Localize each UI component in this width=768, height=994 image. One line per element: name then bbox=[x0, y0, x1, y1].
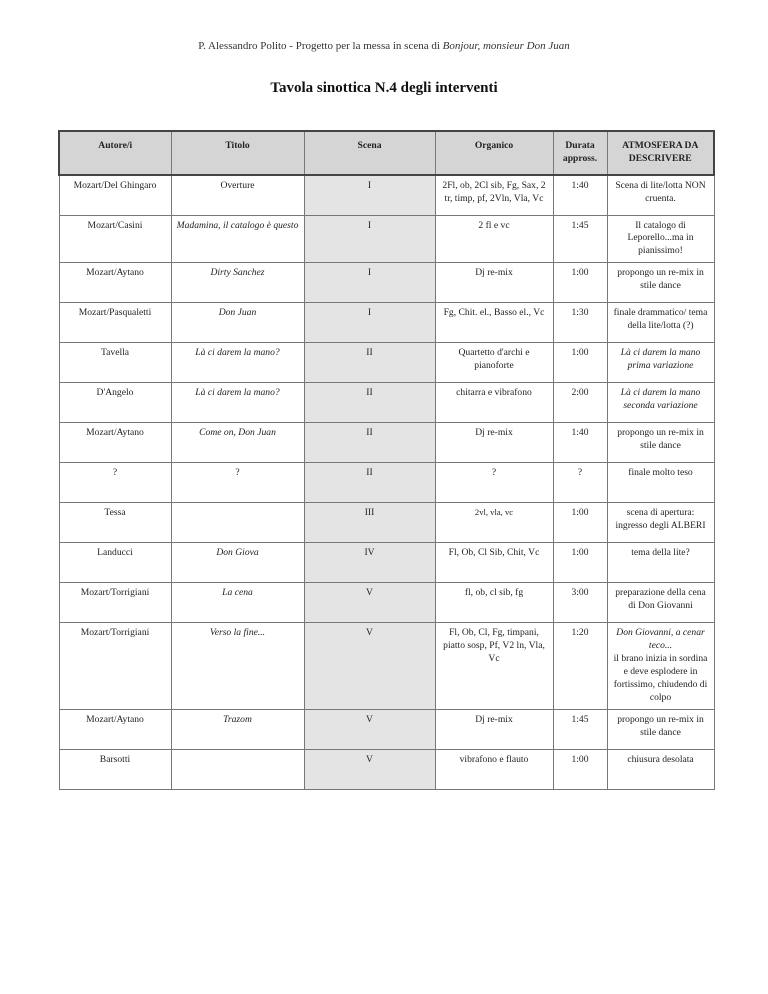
cell-autore: Mozart/Pasqualetti bbox=[59, 303, 171, 343]
column-header-scena: Scena bbox=[304, 131, 435, 175]
cell-autore: Mozart/Aytano bbox=[59, 709, 171, 749]
cell-atmosfera: scena di apertura: ingresso degli ALBERI bbox=[607, 503, 714, 543]
cell-organico: fl, ob, cl sib, fg bbox=[435, 583, 553, 623]
cell-autore: D'Angelo bbox=[59, 383, 171, 423]
header-prefix: P. Alessandro Polito - Progetto per la messa in scena di bbox=[198, 40, 443, 52]
table-row bbox=[59, 215, 714, 263]
cell-scena: V bbox=[304, 583, 435, 623]
cell-titolo bbox=[171, 503, 304, 543]
cell-scena: V bbox=[304, 749, 435, 789]
column-header-durata: Durata appross. bbox=[553, 131, 607, 175]
cell-organico: Dj re-mix bbox=[435, 423, 553, 463]
synoptic-table bbox=[58, 130, 715, 790]
cell-autore: ? bbox=[59, 463, 171, 503]
cell-organico: Fg, Chit. el., Basso el., Vc bbox=[435, 303, 553, 343]
cell-scena: II bbox=[304, 423, 435, 463]
cell-durata: ? bbox=[553, 463, 607, 503]
cell-atmosfera: Il catalogo di Leporello...ma in pianissimo! bbox=[607, 215, 714, 263]
cell-organico: 2Fl, ob, 2Cl sib, Fg, Sax, 2 tr, timp, pf, 2Vln, Vla, Vc bbox=[435, 175, 553, 215]
table-row bbox=[59, 503, 714, 543]
cell-autore: Mozart/Aytano bbox=[59, 263, 171, 303]
column-header-autore: Autore/i bbox=[59, 131, 171, 175]
cell-scena: V bbox=[304, 709, 435, 749]
cell-autore: Mozart/Torrigiani bbox=[59, 623, 171, 710]
cell-durata: 1:45 bbox=[553, 215, 607, 263]
cell-titolo: Là ci darem la mano? bbox=[171, 383, 304, 423]
page-title: Tavola sinottica N.4 degli interventi bbox=[270, 80, 498, 96]
cell-titolo: La cena bbox=[171, 583, 304, 623]
cell-atmosfera: propongo un re-mix in stile dance bbox=[607, 263, 714, 303]
cell-titolo: Don Juan bbox=[171, 303, 304, 343]
table-row bbox=[59, 709, 714, 749]
cell-atmosfera bbox=[607, 623, 714, 710]
page-header bbox=[0, 40, 768, 52]
header-work-title: Bonjour, monsieur Don Juan bbox=[442, 40, 570, 52]
cell-scena: II bbox=[304, 463, 435, 503]
column-header-atmosfera: ATMOSFERA DA DESCRIVERE bbox=[607, 131, 714, 175]
cell-titolo: Madamina, il catalogo è questo bbox=[171, 215, 304, 263]
column-header-titolo: Titolo bbox=[171, 131, 304, 175]
cell-durata: 1:00 bbox=[553, 343, 607, 383]
cell-autore: Mozart/Casini bbox=[59, 215, 171, 263]
table-row bbox=[59, 583, 714, 623]
cell-scena: V bbox=[304, 623, 435, 710]
cell-durata: 1:30 bbox=[553, 303, 607, 343]
cell-atmosfera: Là ci darem la mano seconda variazione bbox=[607, 383, 714, 423]
cell-scena: I bbox=[304, 175, 435, 215]
cell-scena: IV bbox=[304, 543, 435, 583]
cell-organico: ? bbox=[435, 463, 553, 503]
table-row bbox=[59, 175, 714, 215]
cell-organico: 2vl, vla, vc bbox=[435, 503, 553, 543]
table-row bbox=[59, 749, 714, 789]
column-header-organico: Organico bbox=[435, 131, 553, 175]
cell-durata: 1:00 bbox=[553, 263, 607, 303]
cell-titolo: Verso la fine... bbox=[171, 623, 304, 710]
cell-atmosfera: tema della lite? bbox=[607, 543, 714, 583]
cell-scena: III bbox=[304, 503, 435, 543]
cell-autore: Mozart/Del Ghingaro bbox=[59, 175, 171, 215]
cell-scena: I bbox=[304, 263, 435, 303]
table-row bbox=[59, 543, 714, 583]
cell-atmosfera: finale molto teso bbox=[607, 463, 714, 503]
cell-autore: Landucci bbox=[59, 543, 171, 583]
cell-atmosfera: Scena di lite/lotta NON cruenta. bbox=[607, 175, 714, 215]
cell-durata: 1:00 bbox=[553, 503, 607, 543]
cell-autore: Tessa bbox=[59, 503, 171, 543]
cell-durata: 2:00 bbox=[553, 383, 607, 423]
cell-organico: Dj re-mix bbox=[435, 709, 553, 749]
table-row bbox=[59, 383, 714, 423]
table-row bbox=[59, 263, 714, 303]
cell-titolo: Don Giova bbox=[171, 543, 304, 583]
cell-autore: Barsotti bbox=[59, 749, 171, 789]
cell-durata: 1:00 bbox=[553, 749, 607, 789]
table-header-row bbox=[59, 131, 714, 175]
cell-autore: Tavella bbox=[59, 343, 171, 383]
cell-organico: 2 fl e vc bbox=[435, 215, 553, 263]
cell-organico: Fl, Ob, Cl, Fg, timpani, piatto sosp, Pf, V2 ln, Vla, Vc bbox=[435, 623, 553, 710]
cell-durata: 1:40 bbox=[553, 423, 607, 463]
cell-organico: Quartetto d'archi e pianoforte bbox=[435, 343, 553, 383]
cell-titolo: Overture bbox=[171, 175, 304, 215]
cell-organico: vibrafono e flauto bbox=[435, 749, 553, 789]
table-row bbox=[59, 343, 714, 383]
cell-durata: 3:00 bbox=[553, 583, 607, 623]
cell-titolo: Là ci darem la mano? bbox=[171, 343, 304, 383]
cell-atmosfera: Là ci darem la mano prima variazione bbox=[607, 343, 714, 383]
cell-autore: Mozart/Torrigiani bbox=[59, 583, 171, 623]
cell-durata: 1:45 bbox=[553, 709, 607, 749]
cell-titolo: Dirty Sanchez bbox=[171, 263, 304, 303]
table-body bbox=[59, 175, 714, 789]
cell-atmosfera: propongo un re-mix in stile dance bbox=[607, 709, 714, 749]
cell-organico: Dj re-mix bbox=[435, 263, 553, 303]
cell-atmosfera: propongo un re-mix in stile dance bbox=[607, 423, 714, 463]
cell-titolo: ? bbox=[171, 463, 304, 503]
table-row bbox=[59, 623, 714, 710]
cell-durata: 1:40 bbox=[553, 175, 607, 215]
cell-scena: II bbox=[304, 383, 435, 423]
cell-titolo: Come on, Don Juan bbox=[171, 423, 304, 463]
cell-organico: Fl, Ob, Cl Sib, Chit, Vc bbox=[435, 543, 553, 583]
cell-atmosfera-lead: Don Giovanni, a cenar teco... bbox=[616, 627, 705, 652]
cell-durata: 1:00 bbox=[553, 543, 607, 583]
cell-organico: chitarra e vibrafono bbox=[435, 383, 553, 423]
cell-scena: I bbox=[304, 215, 435, 263]
cell-atmosfera-text: il brano inizia in sordina e deve esplodere in fortissimo, chiudendo di colpo bbox=[613, 653, 708, 703]
table-row bbox=[59, 423, 714, 463]
cell-durata: 1:20 bbox=[553, 623, 607, 710]
cell-atmosfera: preparazione della cena di Don Giovanni bbox=[607, 583, 714, 623]
cell-atmosfera: finale drammatico/ tema della lite/lotta (?) bbox=[607, 303, 714, 343]
cell-titolo: Trazom bbox=[171, 709, 304, 749]
cell-titolo bbox=[171, 749, 304, 789]
cell-scena: I bbox=[304, 303, 435, 343]
table-row bbox=[59, 303, 714, 343]
cell-scena: II bbox=[304, 343, 435, 383]
cell-atmosfera: chiusura desolata bbox=[607, 749, 714, 789]
cell-autore: Mozart/Aytano bbox=[59, 423, 171, 463]
table-row bbox=[59, 463, 714, 503]
